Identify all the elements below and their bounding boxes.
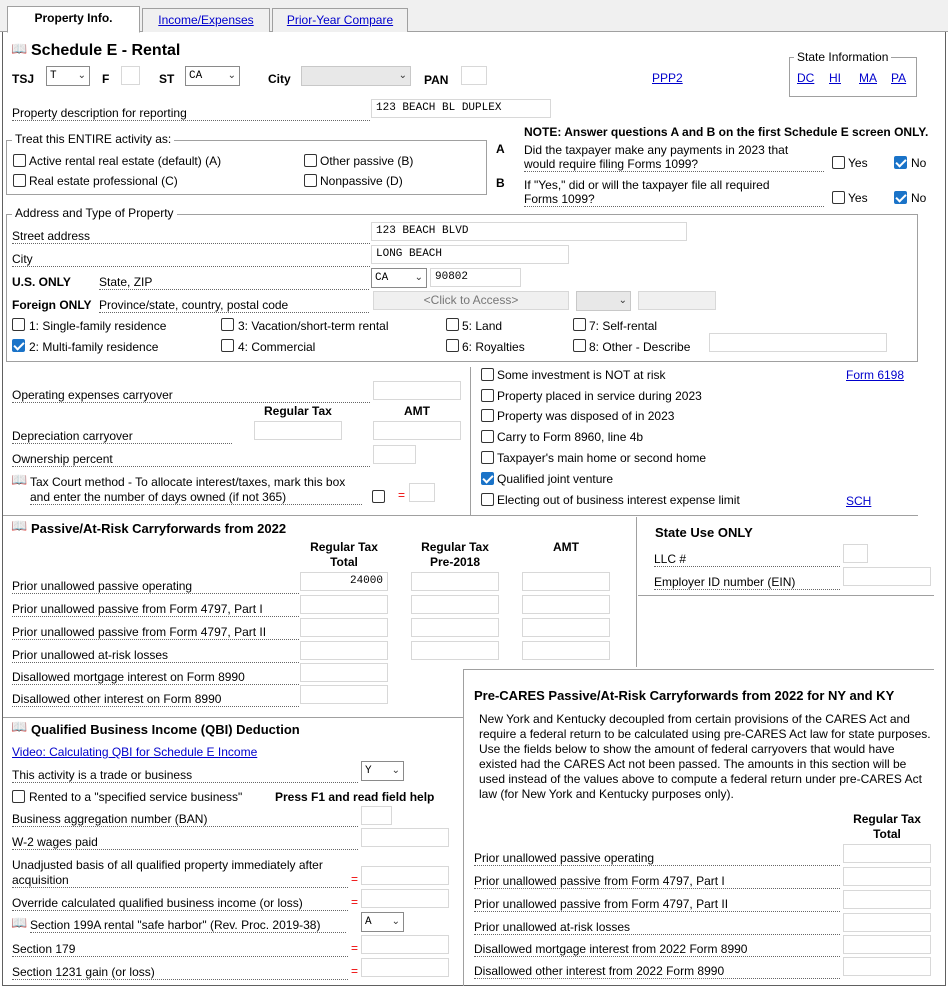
ownership-percent-input[interactable] <box>373 445 416 464</box>
tsj-label: TSJ <box>12 72 35 86</box>
foreign-address-label: Province/state, country, postal code <box>99 298 369 313</box>
type-5-label: 5: Land <box>462 319 503 333</box>
passive-at-risk-pre2018-input[interactable] <box>411 641 499 660</box>
state-zip-label: State, ZIP <box>99 275 369 290</box>
section-1231-input[interactable] <box>361 958 449 977</box>
property-desc-input[interactable]: 123 BEACH BL DUPLEX <box>371 99 551 118</box>
state-info-title: State Information <box>794 50 891 64</box>
tab-prior-year-compare[interactable]: Prior-Year Compare <box>272 8 408 32</box>
tax-court-line2: and enter the number of days owned (if not 365) <box>30 490 362 505</box>
passive-operating-amt-input[interactable] <box>522 572 610 591</box>
divider <box>470 367 471 515</box>
precares-at-risk-input[interactable] <box>843 913 931 932</box>
address-city-label: City <box>12 252 370 267</box>
type-6-checkbox[interactable] <box>446 339 459 352</box>
ban-label: Business aggregation number (BAN) <box>12 812 358 827</box>
f-label: F <box>102 72 110 86</box>
address-title: Address and Type of Property <box>12 206 177 220</box>
days-owned-input[interactable] <box>409 483 435 502</box>
zip-input[interactable]: 90802 <box>430 268 521 287</box>
passive-4797-part1-regular-input[interactable] <box>300 595 388 614</box>
treat-active-label: Active rental real estate (default) (A) <box>29 154 222 168</box>
main-home-checkbox[interactable] <box>481 451 494 464</box>
st-label: ST <box>159 72 175 86</box>
type-6-label: 6: Royalties <box>462 340 525 354</box>
passive-4797-part1-pre2018-input[interactable] <box>411 595 499 614</box>
precares-row-label: Prior unallowed passive operating <box>474 851 840 866</box>
passive-4797-part2-regular-input[interactable] <box>300 618 388 637</box>
precares-title: Pre-CARES Passive/At-Risk Carryforwards from 2022 for NY and KY <box>474 688 895 703</box>
city-select[interactable] <box>301 66 411 86</box>
passive-at-risk-amt-input[interactable] <box>522 641 610 660</box>
book-icon[interactable]: 📖 <box>11 720 28 735</box>
tab-income-expenses[interactable]: Income/Expenses <box>142 8 270 32</box>
type-3-checkbox[interactable] <box>221 318 234 331</box>
electing-out-checkbox[interactable] <box>481 493 494 506</box>
f-input[interactable] <box>121 66 140 85</box>
precares-row-label: Disallowed other interest from 2022 Form 8990 <box>474 964 840 979</box>
question-a-no-label: No <box>911 156 927 170</box>
trade-business-select[interactable]: Y ⌄ <box>361 761 404 781</box>
question-b-letter: B <box>496 176 505 190</box>
treat-activity-title: Treat this ENTIRE activity as: <box>12 132 174 146</box>
precares-operating-input[interactable] <box>843 844 931 863</box>
ownership-percent-label: Ownership percent <box>12 452 370 467</box>
address-city-input[interactable]: LONG BEACH <box>371 245 569 264</box>
chevron-down-icon: ⌄ <box>391 916 400 927</box>
precares-4797-part2-input[interactable] <box>843 890 931 909</box>
llc-input[interactable] <box>843 544 868 563</box>
divider <box>3 515 918 516</box>
qualified-joint-venture-checkbox[interactable] <box>481 472 494 485</box>
precares-row-label: Prior unallowed passive from Form 4797, Part I <box>474 874 840 889</box>
chevron-down-icon: ⌄ <box>414 272 423 283</box>
type-2-checkbox[interactable] <box>12 339 25 352</box>
passive-col1-line2: Total <box>330 555 358 569</box>
passive-at-risk-regular-input[interactable] <box>300 641 388 660</box>
trade-business-label: This activity is a trade or business <box>12 768 358 783</box>
section-1231-label: Section 1231 gain (or loss) <box>12 965 348 980</box>
type-4-checkbox[interactable] <box>221 339 234 352</box>
ban-input[interactable] <box>361 806 392 825</box>
amt-header: AMT <box>404 404 430 418</box>
precares-row-label: Prior unallowed at-risk losses <box>474 920 840 935</box>
question-a-line1: Did the taxpayer make any payments in 2023 that <box>524 143 789 157</box>
question-a-yes-label: Yes <box>848 156 868 170</box>
passive-section-title: Passive/At-Risk Carryforwards from 2022 <box>31 521 287 536</box>
ppp2-link[interactable]: PPP2 <box>652 71 683 85</box>
electing-out-label: Electing out of business interest expense limit <box>497 493 740 507</box>
equals-marker: = <box>351 964 359 978</box>
property-desc-label: Property description for reporting <box>12 106 370 121</box>
tax-court-line1: Tax Court method - To allocate interest/taxes, mark this box <box>30 475 346 489</box>
chevron-down-icon: ⌄ <box>398 70 407 81</box>
placed-in-service-checkbox[interactable] <box>481 389 494 402</box>
foreign-only-label: Foreign ONLY <box>12 298 92 312</box>
divider <box>638 595 934 596</box>
other-describe-input[interactable] <box>709 333 887 352</box>
qualified-joint-venture-label: Qualified joint venture <box>497 472 614 486</box>
sch-link[interactable]: SCH <box>846 494 872 508</box>
override-qbi-input[interactable] <box>361 889 449 908</box>
chevron-down-icon: ⌄ <box>77 70 86 81</box>
type-1-checkbox[interactable] <box>12 318 25 331</box>
precares-col-line2: Total <box>873 827 901 841</box>
question-a-no-checkbox[interactable] <box>894 156 907 169</box>
passive-row-label: Prior unallowed passive operating <box>12 579 299 594</box>
op-exp-carryover-input[interactable] <box>373 381 461 400</box>
type-2-label: 2: Multi-family residence <box>29 340 159 354</box>
tax-court-checkbox[interactable] <box>372 490 385 503</box>
question-b-line2: Forms 1099? <box>524 192 824 207</box>
disposed-checkbox[interactable] <box>481 409 494 422</box>
treat-nonpassive-checkbox[interactable] <box>304 174 317 187</box>
book-icon[interactable]: 📖 <box>11 916 28 931</box>
depreciation-regular-input[interactable] <box>254 421 342 440</box>
question-a-line2: would require filing Forms 1099? <box>524 157 824 172</box>
precares-row-label: Prior unallowed passive from Form 4797, Part II <box>474 897 840 912</box>
street-label: Street address <box>12 229 370 244</box>
st-select[interactable]: CA ⌄ <box>185 66 240 86</box>
passive-4797-part2-pre2018-input[interactable] <box>411 618 499 637</box>
precares-mortgage-input[interactable] <box>843 935 931 954</box>
precares-description: New York and Kentucky decoupled from certain provisions of the CARES Act and require a federal return to be calculated using pre-CARES Act law for state purposes. Use the fields below to show the amount of federal carryovers that would have existed had the CARES Act not been passed. The amounts in this section will be used instead of the values above to compute a federal return under pre-CARES Act law (for New York and Kentucky purposes only). <box>479 712 931 801</box>
passive-other-interest-input[interactable] <box>300 685 388 704</box>
street-input[interactable]: 123 BEACH BLVD <box>371 222 687 241</box>
note-text: NOTE: Answer questions A and B on the first Schedule E screen ONLY. <box>524 125 929 139</box>
placed-in-service-label: Property placed in service during 2023 <box>497 389 702 403</box>
tab-bar <box>0 0 948 32</box>
passive-row-label: Disallowed mortgage interest on Form 8990 <box>12 670 299 685</box>
equals-marker: = <box>351 895 359 909</box>
passive-4797-part1-amt-input[interactable] <box>522 595 610 614</box>
book-icon[interactable]: 📖 <box>11 519 28 534</box>
country-select[interactable] <box>576 291 631 311</box>
book-icon[interactable]: 📖 <box>11 473 28 488</box>
precares-row-label: Disallowed mortgage interest from 2022 Form 8990 <box>474 942 840 957</box>
depreciation-carryover-label: Depreciation carryover <box>12 429 232 444</box>
state-link-dc[interactable]: DC <box>797 71 815 85</box>
f1-help-label: Press F1 and read field help <box>275 790 435 804</box>
ein-label: Employer ID number (EIN) <box>654 575 840 590</box>
state-link-pa[interactable]: PA <box>891 71 907 85</box>
not-at-risk-checkbox[interactable] <box>481 368 494 381</box>
passive-col2-line2: Pre-2018 <box>429 555 481 569</box>
treat-other-passive-label: Other passive (B) <box>320 154 414 168</box>
state-link-ma[interactable]: MA <box>859 71 877 85</box>
ubia-line1: Unadjusted basis of all qualified property immediately after <box>12 858 323 872</box>
type-7-checkbox[interactable] <box>573 318 586 331</box>
sstb-label: Rented to a "specified service business" <box>29 790 243 804</box>
question-b-yes-label: Yes <box>848 191 868 205</box>
question-b-no-checkbox[interactable] <box>894 191 907 204</box>
passive-col1-line1: Regular Tax <box>310 540 378 554</box>
state-use-title: State Use ONLY <box>655 525 753 540</box>
treat-real-estate-pro-checkbox[interactable] <box>13 174 26 187</box>
treat-active-checkbox[interactable] <box>13 154 26 167</box>
address-state-select[interactable]: CA ⌄ <box>371 268 427 288</box>
type-3-label: 3: Vacation/short-term rental <box>238 319 389 333</box>
ein-input[interactable] <box>843 567 931 586</box>
passive-row-label: Prior unallowed passive from Form 4797, Part I <box>12 602 299 617</box>
page-title: Schedule E - Rental <box>31 42 181 59</box>
section-179-input[interactable] <box>361 935 449 954</box>
regular-tax-header: Regular Tax <box>264 404 332 418</box>
precares-4797-part1-input[interactable] <box>843 867 931 886</box>
depreciation-amt-input[interactable] <box>373 421 461 440</box>
ubia-line2: acquisition <box>12 873 348 888</box>
question-b-yes-checkbox[interactable] <box>832 191 845 204</box>
type-4-label: 4: Commercial <box>238 340 316 354</box>
form-8960-label: Carry to Form 8960, line 4b <box>497 430 644 444</box>
passive-mortgage-input[interactable] <box>300 663 388 682</box>
type-8-label: 8: Other - Describe <box>589 340 691 354</box>
type-7-label: 7: Self-rental <box>589 319 658 333</box>
sstb-checkbox[interactable] <box>12 790 25 803</box>
tab-property-info[interactable]: Property Info. <box>7 6 140 33</box>
book-icon[interactable]: 📖 <box>11 42 28 57</box>
question-b-line1: If "Yes," did or will the taxpayer file all required <box>524 178 770 192</box>
question-a-letter: A <box>496 142 505 156</box>
op-exp-carryover-label: Operating expenses carryover <box>12 388 370 403</box>
state-link-hi[interactable]: HI <box>829 71 841 85</box>
postal-code-input[interactable] <box>638 291 716 310</box>
ubia-input[interactable] <box>361 866 449 885</box>
passive-col3-header: AMT <box>553 540 579 554</box>
city-label: City <box>268 72 291 86</box>
tsj-select[interactable]: T ⌄ <box>46 66 90 86</box>
disposed-label: Property was disposed of in 2023 <box>497 409 675 423</box>
divider <box>636 517 637 667</box>
us-only-label: U.S. ONLY <box>12 275 71 289</box>
click-to-access-field[interactable]: <Click to Access> <box>373 291 569 310</box>
override-qbi-label: Override calculated qualified business income (or loss) <box>12 896 348 911</box>
main-home-label: Taxpayer's main home or second home <box>497 451 707 465</box>
question-b-no-label: No <box>911 191 927 205</box>
divider <box>463 669 934 670</box>
passive-row-label: Prior unallowed passive from Form 4797, Part II <box>12 625 299 640</box>
passive-col2-line1: Regular Tax <box>421 540 489 554</box>
equals-marker: = <box>351 872 359 886</box>
type-5-checkbox[interactable] <box>446 318 459 331</box>
question-a-yes-checkbox[interactable] <box>832 156 845 169</box>
passive-operating-pre2018-input[interactable] <box>411 572 499 591</box>
passive-row-label: Prior unallowed at-risk losses <box>12 648 299 663</box>
safe-harbor-label: Section 199A rental "safe harbor" (Rev. Proc. 2019-38) <box>30 918 346 933</box>
w2-wages-input[interactable] <box>361 828 449 847</box>
form-8960-checkbox[interactable] <box>481 430 494 443</box>
precares-other-interest-input[interactable] <box>843 957 931 976</box>
qbi-video-link[interactable]: Video: Calculating QBI for Schedule E Income <box>12 745 258 759</box>
not-at-risk-label: Some investment is NOT at risk <box>497 368 666 382</box>
treat-other-passive-checkbox[interactable] <box>304 154 317 167</box>
divider <box>3 717 463 718</box>
type-8-checkbox[interactable] <box>573 339 586 352</box>
passive-row-label: Disallowed other interest on Form 8990 <box>12 692 299 707</box>
section-179-label: Section 179 <box>12 942 348 957</box>
qbi-title: Qualified Business Income (QBI) Deduction <box>31 722 300 737</box>
chevron-down-icon: ⌄ <box>618 295 627 306</box>
pan-input[interactable] <box>461 66 487 85</box>
precares-col-line1: Regular Tax <box>853 812 921 826</box>
treat-real-estate-pro-label: Real estate professional (C) <box>29 174 178 188</box>
form-6198-link[interactable]: Form 6198 <box>846 368 905 382</box>
w2-wages-label: W-2 wages paid <box>12 835 358 850</box>
passive-4797-part2-amt-input[interactable] <box>522 618 610 637</box>
treat-nonpassive-label: Nonpassive (D) <box>320 174 403 188</box>
pan-label: PAN <box>424 73 449 87</box>
llc-label: LLC # <box>654 552 840 567</box>
passive-operating-regular-input[interactable]: 24000 <box>300 572 388 591</box>
safe-harbor-select[interactable]: A ⌄ <box>361 912 404 932</box>
type-1-label: 1: Single-family residence <box>29 319 167 333</box>
equals-marker: = <box>351 941 359 955</box>
chevron-down-icon: ⌄ <box>391 765 400 776</box>
divider <box>463 669 464 986</box>
equals-marker: = <box>398 488 406 502</box>
chevron-down-icon: ⌄ <box>227 70 236 81</box>
